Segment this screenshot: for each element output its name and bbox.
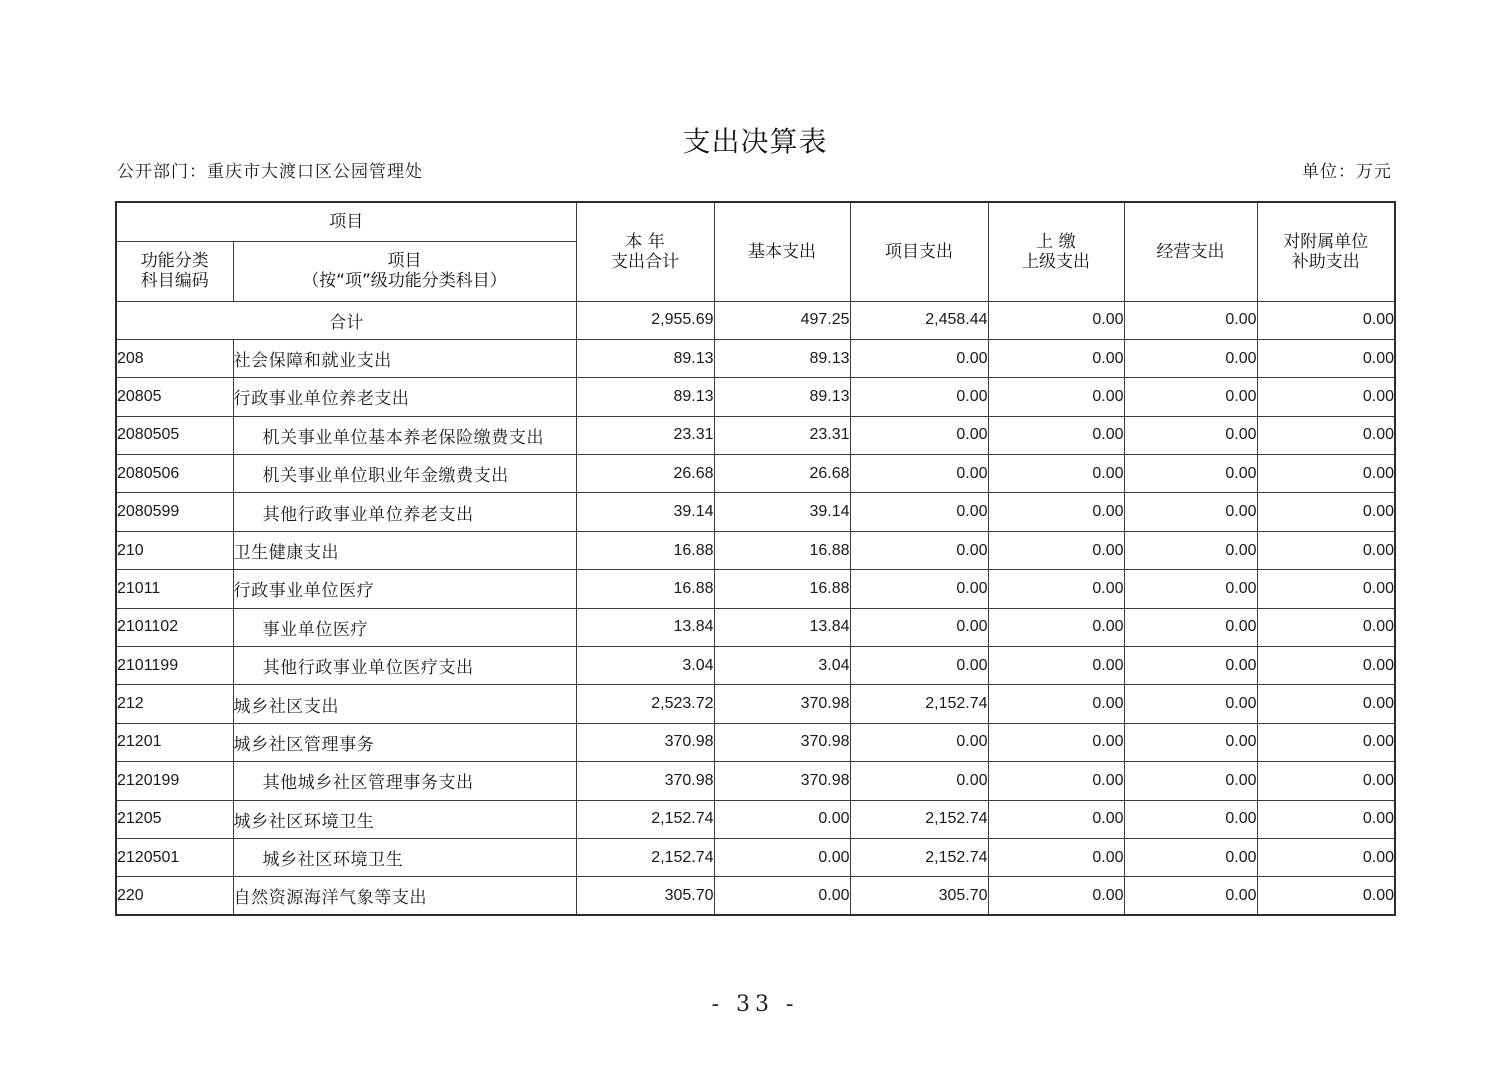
row-value-upper: 0.00 bbox=[988, 455, 1124, 493]
row-value-business: 0.00 bbox=[1124, 647, 1257, 685]
table-row bbox=[116, 608, 1395, 646]
row-value-upper: 0.00 bbox=[988, 493, 1124, 531]
header-code-line2: 科目编码 bbox=[140, 271, 209, 291]
row-value-project: 0.00 bbox=[850, 493, 988, 531]
row-value-upper: 0.00 bbox=[988, 800, 1124, 838]
row-value-upper: 0.00 bbox=[988, 416, 1124, 454]
row-value-subsidy: 0.00 bbox=[1257, 647, 1395, 685]
header-basic: 基本支出 bbox=[714, 202, 850, 301]
header-total-line1: 本 年 bbox=[625, 231, 665, 252]
header-name-line2: （按“项”级功能分类科目） bbox=[302, 271, 507, 291]
row-value-upper: 0.00 bbox=[988, 570, 1124, 608]
row-value-upper: 0.00 bbox=[988, 647, 1124, 685]
table-row bbox=[116, 455, 1395, 493]
total-value-subsidy: 0.00 bbox=[1257, 301, 1395, 339]
row-value-total: 89.13 bbox=[576, 339, 714, 377]
table-row bbox=[116, 685, 1395, 723]
row-value-business: 0.00 bbox=[1124, 800, 1257, 838]
row-value-project: 0.00 bbox=[850, 339, 988, 377]
row-value-business: 0.00 bbox=[1124, 455, 1257, 493]
row-name: 自然资源海洋气象等支出 bbox=[233, 877, 576, 915]
row-value-upper: 0.00 bbox=[988, 762, 1124, 800]
row-value-basic: 370.98 bbox=[714, 723, 850, 761]
row-value-subsidy: 0.00 bbox=[1257, 339, 1395, 377]
row-value-business: 0.00 bbox=[1124, 378, 1257, 416]
row-value-upper: 0.00 bbox=[988, 531, 1124, 569]
table-row bbox=[116, 493, 1395, 531]
row-code: 21201 bbox=[116, 723, 233, 761]
row-value-basic: 0.00 bbox=[714, 838, 850, 876]
row-value-subsidy: 0.00 bbox=[1257, 800, 1395, 838]
header-upper-line1: 上 缴 bbox=[1036, 231, 1076, 252]
row-value-total: 3.04 bbox=[576, 647, 714, 685]
row-value-subsidy: 0.00 bbox=[1257, 838, 1395, 876]
row-value-subsidy: 0.00 bbox=[1257, 531, 1395, 569]
row-name: 城乡社区环境卫生 bbox=[233, 838, 576, 876]
row-value-basic: 0.00 bbox=[714, 800, 850, 838]
row-value-business: 0.00 bbox=[1124, 608, 1257, 646]
row-value-project: 305.70 bbox=[850, 877, 988, 915]
row-value-project: 0.00 bbox=[850, 455, 988, 493]
row-value-basic: 370.98 bbox=[714, 762, 850, 800]
row-value-business: 0.00 bbox=[1124, 416, 1257, 454]
row-value-subsidy: 0.00 bbox=[1257, 416, 1395, 454]
table-row bbox=[116, 838, 1395, 876]
total-value-upper: 0.00 bbox=[988, 301, 1124, 339]
total-row bbox=[116, 301, 1395, 339]
row-value-basic: 89.13 bbox=[714, 378, 850, 416]
row-value-total: 26.68 bbox=[576, 455, 714, 493]
row-value-subsidy: 0.00 bbox=[1257, 570, 1395, 608]
table-row bbox=[116, 762, 1395, 800]
row-name: 事业单位医疗 bbox=[233, 608, 576, 646]
row-name: 机关事业单位基本养老保险缴费支出 bbox=[233, 416, 576, 454]
row-value-total: 2,152.74 bbox=[576, 838, 714, 876]
header-code-line1: 功能分类 bbox=[140, 251, 209, 271]
header-project: 项目支出 bbox=[850, 202, 988, 301]
row-code: 21011 bbox=[116, 570, 233, 608]
header-name bbox=[233, 241, 576, 301]
header-upper-line2: 上级支出 bbox=[1022, 251, 1090, 272]
row-name: 城乡社区管理事务 bbox=[233, 723, 576, 761]
row-value-subsidy: 0.00 bbox=[1257, 378, 1395, 416]
row-value-project: 0.00 bbox=[850, 608, 988, 646]
header-upper bbox=[988, 202, 1124, 301]
header-subsidy bbox=[1257, 202, 1395, 301]
row-value-total: 89.13 bbox=[576, 378, 714, 416]
row-value-upper: 0.00 bbox=[988, 723, 1124, 761]
row-value-project: 2,152.74 bbox=[850, 800, 988, 838]
row-value-basic: 39.14 bbox=[714, 493, 850, 531]
row-value-business: 0.00 bbox=[1124, 685, 1257, 723]
row-value-business: 0.00 bbox=[1124, 531, 1257, 569]
row-value-basic: 370.98 bbox=[714, 685, 850, 723]
header-business: 经营支出 bbox=[1124, 202, 1257, 301]
row-value-basic: 3.04 bbox=[714, 647, 850, 685]
row-code: 2120501 bbox=[116, 838, 233, 876]
row-value-business: 0.00 bbox=[1124, 723, 1257, 761]
row-value-basic: 26.68 bbox=[714, 455, 850, 493]
row-value-project: 2,152.74 bbox=[850, 838, 988, 876]
page-number: - 33 - bbox=[711, 992, 799, 1017]
row-value-total: 370.98 bbox=[576, 762, 714, 800]
row-value-basic: 89.13 bbox=[714, 339, 850, 377]
header-item-group: 项目 bbox=[116, 202, 576, 241]
row-name: 城乡社区环境卫生 bbox=[233, 800, 576, 838]
row-value-total: 16.88 bbox=[576, 531, 714, 569]
row-code: 208 bbox=[116, 339, 233, 377]
row-value-subsidy: 0.00 bbox=[1257, 877, 1395, 915]
row-code: 2101102 bbox=[116, 608, 233, 646]
total-label: 合计 bbox=[116, 301, 576, 339]
table-row bbox=[116, 416, 1395, 454]
row-value-basic: 13.84 bbox=[714, 608, 850, 646]
row-value-total: 39.14 bbox=[576, 493, 714, 531]
row-name: 社会保障和就业支出 bbox=[233, 339, 576, 377]
row-name: 其他行政事业单位养老支出 bbox=[233, 493, 576, 531]
total-value-business: 0.00 bbox=[1124, 301, 1257, 339]
row-value-business: 0.00 bbox=[1124, 877, 1257, 915]
row-code: 2080506 bbox=[116, 455, 233, 493]
table-row bbox=[116, 723, 1395, 761]
row-value-project: 0.00 bbox=[850, 647, 988, 685]
row-code: 210 bbox=[116, 531, 233, 569]
unit-label: 单位：万元 bbox=[1302, 162, 1392, 182]
row-value-subsidy: 0.00 bbox=[1257, 493, 1395, 531]
table-row bbox=[116, 531, 1395, 569]
row-value-subsidy: 0.00 bbox=[1257, 608, 1395, 646]
row-value-basic: 23.31 bbox=[714, 416, 850, 454]
row-name: 其他城乡社区管理事务支出 bbox=[233, 762, 576, 800]
row-name: 城乡社区支出 bbox=[233, 685, 576, 723]
total-value-basic: 497.25 bbox=[714, 301, 850, 339]
row-code: 212 bbox=[116, 685, 233, 723]
row-value-upper: 0.00 bbox=[988, 877, 1124, 915]
row-code: 220 bbox=[116, 877, 233, 915]
page-title: 支出决算表 bbox=[682, 125, 828, 158]
row-value-total: 13.84 bbox=[576, 608, 714, 646]
row-code: 2120199 bbox=[116, 762, 233, 800]
row-value-project: 0.00 bbox=[850, 416, 988, 454]
row-value-project: 0.00 bbox=[850, 762, 988, 800]
row-value-total: 16.88 bbox=[576, 570, 714, 608]
row-value-subsidy: 0.00 bbox=[1257, 762, 1395, 800]
row-value-upper: 0.00 bbox=[988, 339, 1124, 377]
row-value-basic: 16.88 bbox=[714, 570, 850, 608]
row-value-business: 0.00 bbox=[1124, 570, 1257, 608]
row-value-subsidy: 0.00 bbox=[1257, 685, 1395, 723]
header-total bbox=[576, 202, 714, 301]
row-code: 2080505 bbox=[116, 416, 233, 454]
table-row bbox=[116, 570, 1395, 608]
header-subsidy-line2: 补助支出 bbox=[1291, 251, 1360, 272]
row-value-total: 23.31 bbox=[576, 416, 714, 454]
row-code: 2101199 bbox=[116, 647, 233, 685]
table-row bbox=[116, 877, 1395, 915]
total-value-total: 2,955.69 bbox=[576, 301, 714, 339]
row-value-business: 0.00 bbox=[1124, 838, 1257, 876]
row-value-business: 0.00 bbox=[1124, 762, 1257, 800]
row-value-subsidy: 0.00 bbox=[1257, 455, 1395, 493]
row-value-total: 305.70 bbox=[576, 877, 714, 915]
header-total-line2: 支出合计 bbox=[611, 251, 679, 272]
total-value-project: 2,458.44 bbox=[850, 301, 988, 339]
row-code: 20805 bbox=[116, 378, 233, 416]
department-label: 公开部门：重庆市大渡口区公园管理处 bbox=[117, 162, 423, 182]
table-row bbox=[116, 647, 1395, 685]
table-row bbox=[116, 339, 1395, 377]
expenditure-table bbox=[115, 201, 1396, 916]
row-value-total: 370.98 bbox=[576, 723, 714, 761]
header-subsidy-line1: 对附属单位 bbox=[1283, 231, 1369, 252]
row-value-upper: 0.00 bbox=[988, 685, 1124, 723]
table-row bbox=[116, 378, 1395, 416]
row-value-basic: 16.88 bbox=[714, 531, 850, 569]
row-value-business: 0.00 bbox=[1124, 493, 1257, 531]
row-value-basic: 0.00 bbox=[714, 877, 850, 915]
header-name-line1: 项目 bbox=[387, 251, 422, 271]
row-name: 行政事业单位医疗 bbox=[233, 570, 576, 608]
row-value-upper: 0.00 bbox=[988, 378, 1124, 416]
header-row-1 bbox=[116, 202, 1395, 241]
row-value-subsidy: 0.00 bbox=[1257, 723, 1395, 761]
row-value-project: 0.00 bbox=[850, 531, 988, 569]
row-value-upper: 0.00 bbox=[988, 838, 1124, 876]
row-code: 21205 bbox=[116, 800, 233, 838]
row-name: 其他行政事业单位医疗支出 bbox=[233, 647, 576, 685]
table-header bbox=[116, 202, 1395, 301]
row-name: 行政事业单位养老支出 bbox=[233, 378, 576, 416]
table-body bbox=[116, 301, 1395, 915]
row-value-upper: 0.00 bbox=[988, 608, 1124, 646]
row-value-project: 2,152.74 bbox=[850, 685, 988, 723]
row-value-total: 2,152.74 bbox=[576, 800, 714, 838]
row-value-project: 0.00 bbox=[850, 570, 988, 608]
row-value-project: 0.00 bbox=[850, 723, 988, 761]
row-name: 机关事业单位职业年金缴费支出 bbox=[233, 455, 576, 493]
row-value-project: 0.00 bbox=[850, 378, 988, 416]
row-code: 2080599 bbox=[116, 493, 233, 531]
row-value-business: 0.00 bbox=[1124, 339, 1257, 377]
row-name: 卫生健康支出 bbox=[233, 531, 576, 569]
row-value-total: 2,523.72 bbox=[576, 685, 714, 723]
table-row bbox=[116, 800, 1395, 838]
header-code bbox=[116, 241, 233, 301]
